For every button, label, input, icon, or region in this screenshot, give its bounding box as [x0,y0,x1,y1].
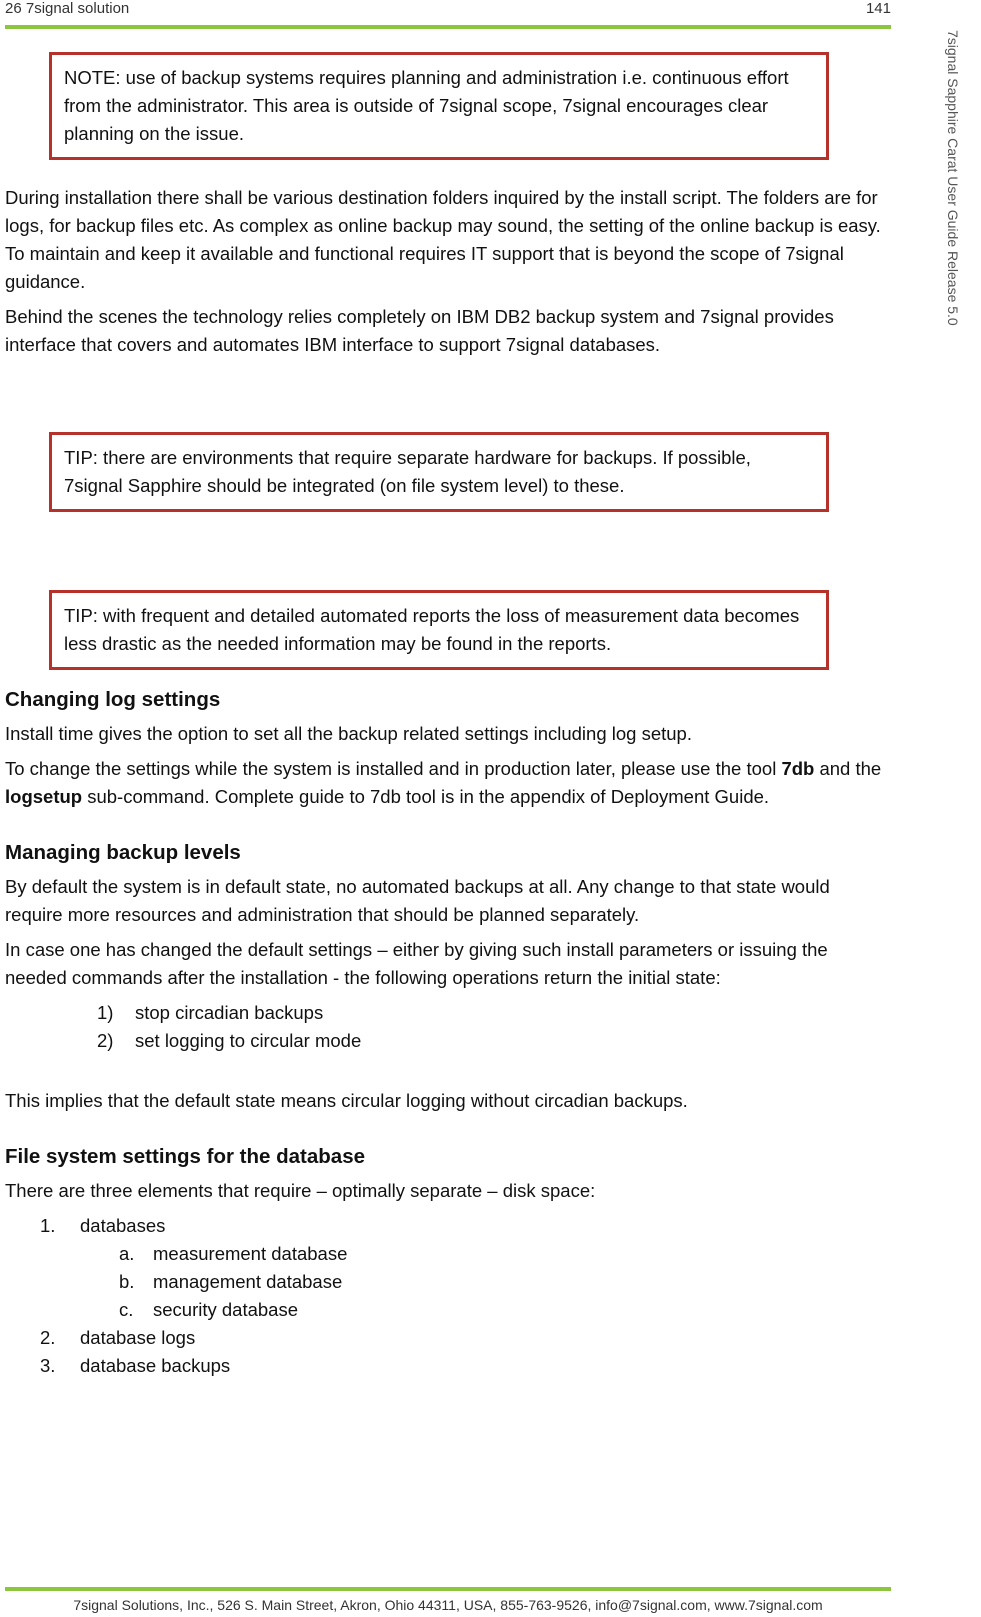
list-text: database backups [80,1355,231,1376]
side-document-title: 7signal Sapphire Carat User Guide Release 5.0 [945,30,961,326]
tip-box-hardware: TIP: there are environments that require separate hardware for backups. If possible, 7signal Sapphire should be integrated (on file system level) to these. [49,432,829,512]
heading-file-system-settings: File system settings for the database [5,1145,366,1168]
list-text: database logs [80,1327,196,1348]
list-item [5,999,886,1027]
list-number: 2) [97,1030,114,1051]
backup-levels-paragraph-3: This implies that the default state means circular logging without circadian backups. [5,1090,688,1111]
list-number: 1. [40,1215,56,1236]
intro-paragraph-1: During installation there shall be various destination folders inquired by the install script. The folders are for logs, for backup files etc. As complex as online backup may sound, the setting of the online backup is easy. To maintain and keep it available and functional requires IT support that is beyond the scope of 7signal guidance. [5,187,881,292]
list-text: set logging to circular mode [135,1030,362,1051]
page-content [5,52,886,1380]
sublist-item [5,1296,886,1324]
list-number: 1) [97,1002,114,1023]
page-header [5,0,891,29]
log-settings-paragraph-1: Install time gives the option to set all the backup related settings including log setup. [5,723,692,744]
list-text: security database [153,1299,299,1320]
list-text: management database [153,1271,343,1292]
list-text: measurement database [153,1243,348,1264]
list-item [5,1324,886,1352]
heading-backup-levels: Managing backup levels [5,841,241,864]
log-settings-paragraph-2 [5,755,886,811]
sublist-item [5,1268,886,1296]
page-number: 141 [865,0,891,17]
sublist-item [5,1240,886,1268]
heading-log-settings: Changing log settings [5,688,221,711]
file-system-paragraph-1: There are three elements that require – optimally separate – disk space: [5,1180,596,1201]
list-text: databases [80,1215,166,1236]
text-span: and the [814,758,882,779]
backup-levels-paragraph-1: By default the system is in default state, no automated backups at all. Any change to that state would require more resources and administration that should be planned separately. [5,876,830,925]
tip-box-reports: TIP: with frequent and detailed automated reports the loss of measurement data becomes less drastic as the needed information may be found in the reports. [49,590,829,670]
tool-name: 7db [781,758,815,779]
disk-space-list [5,1212,886,1380]
chapter-title: 26 7signal solution [5,0,130,17]
text-span: To change the settings while the system is installed and in production later, please use the tool [5,758,782,779]
list-text: stop circadian backups [135,1002,324,1023]
list-letter: a. [119,1243,135,1264]
reset-steps-list [5,999,886,1055]
intro-paragraph-2: Behind the scenes the technology relies completely on IBM DB2 backup system and 7signal provides interface that covers and automates IBM interface to support 7signal databases. [5,306,834,355]
list-number: 2. [40,1327,56,1348]
subcommand-name: logsetup [5,786,83,807]
page-footer: 7signal Solutions, Inc., 526 S. Main Street, Akron, Ohio 44311, USA, 855-763-9526, info@7signal.com, www.7signal.com [5,1587,891,1613]
list-item [5,1027,886,1055]
list-item [5,1212,886,1324]
note-box: NOTE: use of backup systems requires planning and administration i.e. continuous effort from the administrator. This area is outside of 7signal scope, 7signal encourages clear planning on the issue. [49,52,829,160]
list-letter: c. [119,1299,134,1320]
backup-levels-paragraph-2: In case one has changed the default settings – either by giving such install parameters or issuing the needed commands after the installation - the following operations return the initial state: [5,939,828,988]
database-sublist [80,1240,886,1324]
text-span: sub-command. Complete guide to 7db tool is in the appendix of Deployment Guide. [82,786,770,807]
list-letter: b. [119,1271,135,1292]
list-number: 3. [40,1355,56,1376]
list-item [5,1352,886,1380]
